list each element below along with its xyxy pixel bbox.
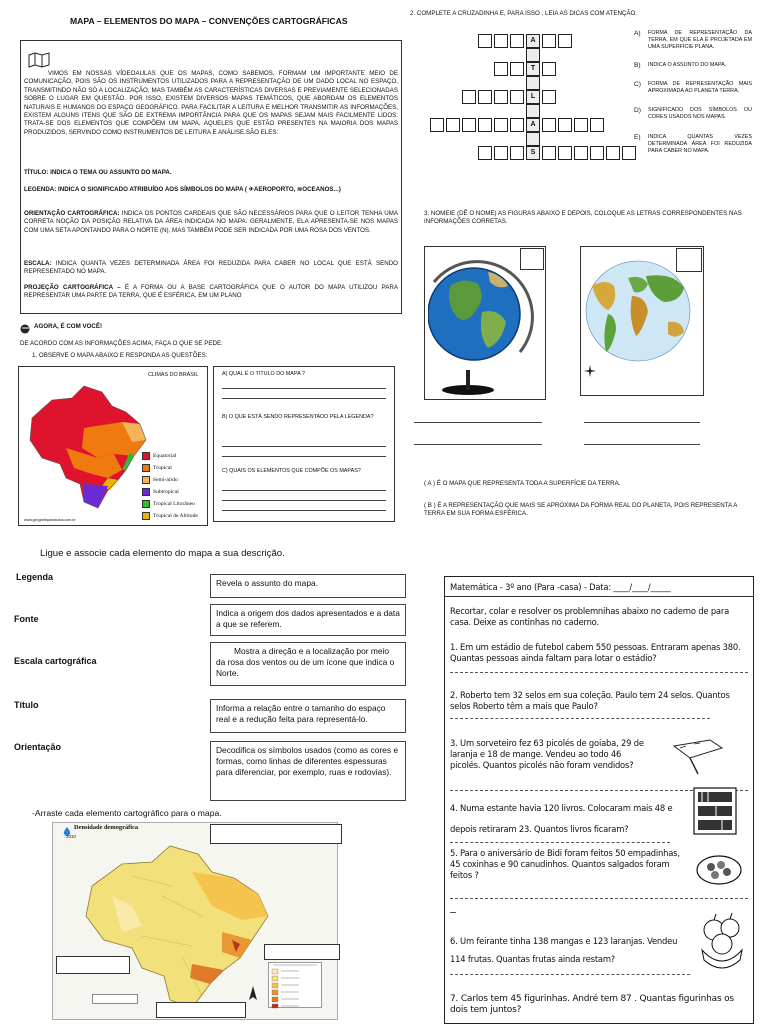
- snacks-tray-icon: [694, 850, 744, 888]
- crossword-cell[interactable]: [606, 146, 620, 160]
- ligue-title: Ligue e associe cada elemento do mapa a sua descrição.: [40, 548, 285, 559]
- clue-text: FORMA DE REPRESENTAÇÃO MAIS APROXIMADA AO PLANETA TERRA.: [648, 80, 752, 95]
- crossword-cell[interactable]: [574, 118, 588, 132]
- orientacao-text: INDICA OS PONTOS CARDEAIS QUE SÃO NECESSÁRIOS PARA QUE O LEITOR TENHA UMA CORRETA NOÇÃO DA POSIÇÃO RELATIVA DA ÁREA INDICADA NO MAPA. GERALMENTE, ELA APRESENTA-SE NOS MAPAS COM UMA SETA APONTANDO PARA O NORTE (N), MAS TAMBÉM PODE SER INDICADA POR UMA ROSA DOS VENTOS.: [24, 210, 399, 234]
- question-2: 2. COMPLETE A CRUZADINHA E, PARA ISSO , LEIA AS DICAS COM ATENÇÃO.: [410, 10, 638, 17]
- crossword-cell[interactable]: [558, 118, 572, 132]
- term-legenda[interactable]: Legenda: [16, 572, 54, 582]
- crossword-cell[interactable]: [494, 90, 508, 104]
- answer-line[interactable]: [584, 422, 700, 423]
- crossword-cell[interactable]: [510, 34, 524, 48]
- crossword-cell[interactable]: [494, 146, 508, 160]
- density-map-year: 2010: [66, 834, 76, 839]
- crossword-cell[interactable]: [510, 62, 524, 76]
- agora-heading: AGORA, É COM VOCÊ!: [34, 323, 103, 330]
- desc-simbolos[interactable]: Decodifica os símbolos usados (como as cores e formas, como linhas de diferentes espessuras para diferenciar, por exemplo, ruas e rodovias).: [210, 741, 406, 801]
- crossword-cell[interactable]: [542, 118, 556, 132]
- legend-swatch: [142, 452, 150, 460]
- orientacao-definition: [24, 210, 398, 235]
- crossword-cell[interactable]: [494, 62, 508, 76]
- clue-letter: D): [634, 107, 641, 115]
- desc-assunto[interactable]: Revela o assunto do mapa.: [210, 574, 406, 598]
- option-b: ( B ) É A REPRESENTAÇÃO QUE MAIS SE APROXIMA DA FORMA REAL DO PLANETA, POIS REPRESENTA A TERRA EM SUA FORMA ESFÉRICA.: [424, 502, 738, 518]
- legend-swatch: [142, 476, 150, 484]
- crossword-cell[interactable]: [478, 90, 492, 104]
- legend-item: [142, 474, 208, 486]
- climate-legend: [142, 450, 208, 522]
- answer-line[interactable]: [222, 456, 386, 457]
- legend-item: [142, 510, 208, 522]
- problem-7: 7. Carlos tem 45 figurinhas. André tem 87 . Quantas figurinhas os dois tem juntos?: [450, 994, 734, 1015]
- legend-item: [142, 462, 208, 474]
- term-fonte[interactable]: Fonte: [14, 614, 39, 624]
- desc-direcao[interactable]: Mostra a direção e a localização por meio da rosa dos ventos ou de um ícone que indica o Norte.: [210, 642, 406, 686]
- answer-line[interactable]: [222, 446, 386, 447]
- crossword-cell[interactable]: [574, 146, 588, 160]
- page-title: MAPA – ELEMENTOS DO MAPA – CONVENÇÕES CARTOGRÁFICAS: [70, 16, 348, 26]
- legend-label: Tropical de Altitude: [153, 513, 198, 519]
- crossword-cell[interactable]: [478, 118, 492, 132]
- answer-line[interactable]: [222, 500, 386, 501]
- ice-cream-icon: [670, 734, 728, 776]
- escala-definition: [24, 260, 398, 277]
- problem-6: 6. Um feirante tinha 138 mangas e 123 laranjas. Vendeu 114 frutas. Quantas frutas ainda restam?: [450, 936, 678, 964]
- desc-origem[interactable]: Indica a origem dos dados apresentados e a data a que se referem.: [210, 604, 406, 636]
- crossword-cell[interactable]: [526, 76, 540, 90]
- pointing-icon: [20, 321, 32, 331]
- answer-line[interactable]: [222, 510, 386, 511]
- legend-item: [142, 498, 208, 510]
- legend-item: [142, 450, 208, 462]
- question-a: A) QUAL É O TÍTULO DO MAPA ?: [222, 371, 305, 377]
- legend-label: Tropical Litorâneo: [153, 501, 195, 507]
- intro-text: VIMOS EM NOSSAS VÍDEOAULAS QUE OS MAPAS, COMO SABEMOS, FORMAM UM IMPORTANTE MEIO DE COMUNICAÇÃO, POIS SÃO OS INSTRUMENTOS UTILIZADOS PARA A REPRESENTAÇÃO DE UM DADO LOCAL NO ESPAÇO, TRANSMITINDO NÃO SÓ A LOCALIZAÇÃO, MAS TAMBÉM AS CARACTERÍSTICAS DIVERSAS E PREVIAMENTE SELECIONADAS SOBRE O LUGAR EM QUESTÃO. POR ISSO, EXISTEM DIVERSOS MAPAS TEMÁTICOS, QUE ABORDAM OS ELEMENTOS NATURAIS E HUMANOS DO ESPAÇO GEOGRÁFICO. PARA FACILITAR A LEITURA E MELHOR TRANSMITIR AS INFORMAÇÕES, EXISTEM ALGUNS ITENS QUE SÃO DE EXTREMA IMPORTÂNCIA PARA QUE OS MAPAS SEJAM MAIS FACILMENTE LIDOS: TRATA-SE DOS ELEMENTOS QUE COMPÕEM UM MAPA, AQUELES QUE ESTÃO PRESENTES NA MAIORIA DOS MAPAS PRODUZIDOS, SERVINDO COMO INSTRUMENTOS DE LEITURA E ANÁLISE.SÃO ELES:: [24, 70, 398, 136]
- term-escala-cartografica[interactable]: Escala cartográfica: [14, 656, 97, 666]
- crossword-cell[interactable]: [526, 132, 540, 146]
- crossword-cell[interactable]: [526, 48, 540, 62]
- arraste-title: -Arraste cada elemento cartográfico para o mapa.: [32, 808, 222, 818]
- bookshelf-icon: [692, 786, 738, 836]
- problem-5: 5. Para o aniversário de Bidi foram feitos 50 empadinhas, 45 coxinhas e 90 canudinhos. Quantos salgados foram feitos ?: [450, 848, 680, 880]
- fruit-basket-icon: [694, 910, 750, 974]
- crossword-clues: [634, 30, 752, 167]
- crossword-cell[interactable]: [510, 90, 524, 104]
- escala-text: INDICA QUANTA VEZES DETERMINADA ÁREA FOI REDUZIDA PARA CABER NO LOCAL QUE ESTÁ SENDO REPRESENTADO NO MAPA.: [24, 260, 398, 276]
- legenda-definition: LEGENDA: INDICA O SIGNIFICADO ATRIBUÍDO AOS SÍMBOLOS DO MAPA ( ✈AEROPORTO, ≋OCEANOS...): [24, 186, 341, 193]
- cut-line: [450, 672, 748, 673]
- climate-map-title: CLIMAS DO BRASIL: [148, 372, 199, 378]
- crossword-cell[interactable]: [430, 118, 444, 132]
- titulo-definition: TÍTULO: INDICA O TEMA OU ASSUNTO DO MAPA.: [24, 169, 172, 176]
- legend-label: Semi-árido: [153, 477, 178, 483]
- clue-item: [634, 81, 752, 95]
- compass-rose-icon: [584, 364, 596, 376]
- crossword-key-cell[interactable]: A: [526, 118, 540, 132]
- crossword-cell[interactable]: [558, 146, 572, 160]
- instructions: DE ACORDO COM AS INFORMAÇÕES ACIMA, FAÇA O QUE SE PEDE:: [20, 340, 223, 347]
- brazil-climate-map: [22, 378, 162, 518]
- header-divider: [444, 596, 754, 597]
- crossword-cell[interactable]: [510, 118, 524, 132]
- clue-text: FORMA DE REPRESENTAÇÃO DA TERRA, EM QUE ELA É PROJETADA EM UMA SUPERFÍCIE PLANA.: [648, 30, 752, 51]
- water-drop-icon: [62, 824, 72, 834]
- crossword-cell[interactable]: [462, 118, 476, 132]
- world-map-letter-box[interactable]: [676, 248, 702, 272]
- orientacao-label: ORIENTAÇÃO CARTOGRÁFICA:: [24, 210, 120, 217]
- legend-label: Subtropical: [153, 489, 179, 495]
- crossword-cell[interactable]: [590, 118, 604, 132]
- density-map-title: Densidade demográfica: [74, 824, 139, 831]
- question-b: B) O QUE ESTÁ SENDO REPRESENTADO PELA LEGENDA?: [222, 414, 374, 420]
- globe-letter-box[interactable]: [520, 248, 544, 270]
- legend-swatch: [142, 500, 150, 508]
- answer-line[interactable]: [414, 422, 542, 423]
- clue-text: INDICA QUANTAS VEZES DETERMINADA ÁREA FOI REDUZIDA PARA CABER NO MAPA.: [648, 133, 752, 155]
- crossword-cell[interactable]: [510, 146, 524, 160]
- crossword-cell[interactable]: [558, 34, 572, 48]
- climate-map-source: www.geografiaparatodos.com.br: [24, 518, 76, 522]
- crossword-key-cell[interactable]: T: [526, 62, 540, 76]
- desc-relacao[interactable]: Informa a relação entre o tamanho do espaço real e a redução feita para representá-lo.: [210, 699, 406, 733]
- cut-line: [450, 912, 456, 913]
- globe-image: [428, 252, 538, 397]
- question-3: 3. NOMEIE (DÊ O NOME) AS FIGURAS ABAIXO E DEPOIS, COLOQUE AS LETRAS CORRESPONDENTES NAS INFORMAÇÕES CORRETAS.: [424, 210, 742, 226]
- drop-zone-legend[interactable]: [264, 944, 340, 960]
- answer-line[interactable]: [222, 388, 386, 389]
- projecao-definition: [24, 284, 398, 301]
- clue-letter: A): [634, 30, 641, 37]
- crossword-cell[interactable]: [494, 34, 508, 48]
- clue-item: [634, 107, 752, 121]
- crossword[interactable]: [430, 34, 630, 174]
- math-header: Matemática - 3º ano (Para -casa) - Data: ____/____/_____: [450, 582, 671, 592]
- problem-4: 4. Numa estante havia 120 livros. Colocaram mais 48 e depois retiraram 23. Quantos livros ficaram?: [450, 803, 673, 834]
- density-legend-image: [268, 962, 322, 1008]
- answer-line[interactable]: [222, 490, 386, 491]
- legend-label: Equatorial: [153, 453, 177, 459]
- legend-item: [142, 486, 208, 498]
- cut-line: [450, 974, 690, 975]
- drop-zone-scale[interactable]: [92, 994, 138, 1004]
- cut-line: [450, 842, 670, 843]
- map-icon: [28, 52, 50, 68]
- option-a: ( A ) É O MAPA QUE REPRESENTA TODA A SUPERFÍCIE DA TERRA.: [424, 480, 621, 487]
- clue-item: [634, 30, 752, 52]
- answer-line[interactable]: [584, 444, 700, 445]
- clue-text: SIGNIFICADO DOS SÍMBOLOS OU CORES USADOS NOS MAPAS.: [648, 107, 752, 121]
- questions-box: [213, 366, 395, 522]
- crossword-cell[interactable]: [542, 34, 556, 48]
- cut-line: [450, 718, 710, 719]
- crossword-cell[interactable]: [542, 62, 556, 76]
- escala-label: ESCALA:: [24, 260, 52, 267]
- legend-label: Tropical: [153, 465, 172, 471]
- crossword-cell[interactable]: [542, 90, 556, 104]
- term-titulo[interactable]: Título: [14, 700, 39, 710]
- clue-item: [634, 62, 752, 69]
- clue-text: INDICA O ASSUNTO DO MAPA.: [648, 61, 727, 68]
- clue-letter: C): [634, 80, 641, 88]
- crossword-cell[interactable]: [494, 118, 508, 132]
- crossword-cell[interactable]: [478, 146, 492, 160]
- crossword-cell[interactable]: [462, 90, 476, 104]
- crossword-cell[interactable]: [446, 118, 460, 132]
- legend-swatch: [142, 488, 150, 496]
- crossword-key-cell[interactable]: S: [526, 146, 540, 160]
- drop-zone-bottom[interactable]: [156, 1002, 246, 1018]
- projecao-text: É A FORMA OU A BASE CARTOGRÁFICA QUE O AUTOR DO MAPA UTILIZOU PARA REPRESENTAR UMA PARTE DA TERRA, QUE É ESFÉRICA, EM UM PLANO: [24, 284, 399, 300]
- crossword-cell[interactable]: [478, 34, 492, 48]
- cut-line: [450, 898, 748, 899]
- drop-zone-left[interactable]: [56, 956, 130, 974]
- north-arrow-icon: [248, 986, 258, 1002]
- answer-line[interactable]: [414, 444, 542, 445]
- crossword-key-cell[interactable]: A: [526, 34, 540, 48]
- question-c: C) QUAIS OS ELEMENTOS QUE COMPÕE OS MAPAS?: [222, 468, 361, 474]
- clue-letter: E): [634, 133, 641, 141]
- projecao-label: PROJEÇÃO CARTOGRÁFICA –: [24, 284, 121, 291]
- crossword-cell[interactable]: [590, 146, 604, 160]
- question-1: 1. OBSERVE O MAPA ABAIXO E RESPONDA AS QUESTÕES:: [32, 352, 208, 359]
- problem-3: 3. Um sorveteiro fez 63 picolés de goiaba, 29 de laranja e 18 de mange. Vendeu ao todo 46 picolés. Quantos picolés não foram vendidos?: [450, 738, 644, 770]
- crossword-cell[interactable]: [542, 146, 556, 160]
- problem-1: 1. Em um estádio de futebol cabem 550 pessoas. Entraram apenas 380. Quantas pessoas ainda faltam para lotar o estádio?: [450, 642, 741, 663]
- drop-zone-title[interactable]: [210, 824, 342, 844]
- clue-letter: B): [634, 61, 641, 69]
- brazil-density-map: [72, 836, 292, 1016]
- crossword-cell[interactable]: [526, 104, 540, 118]
- crossword-key-cell[interactable]: L: [526, 90, 540, 104]
- problem-2: 2. Roberto tem 32 selos em sua coleção. Paulo tem 24 selos. Quantos selos Roberto têm a mais que Paulo?: [450, 690, 730, 711]
- math-intro: Recortar, colar e resolver os problemnihas abaixo no caderno de para casa. Deixe as continhas no caderno.: [450, 606, 730, 627]
- answer-line[interactable]: [222, 398, 386, 399]
- world-map-image: [584, 256, 696, 376]
- term-orientacao[interactable]: Orientação: [14, 742, 62, 752]
- clue-item: [634, 134, 752, 156]
- legend-swatch: [142, 464, 150, 472]
